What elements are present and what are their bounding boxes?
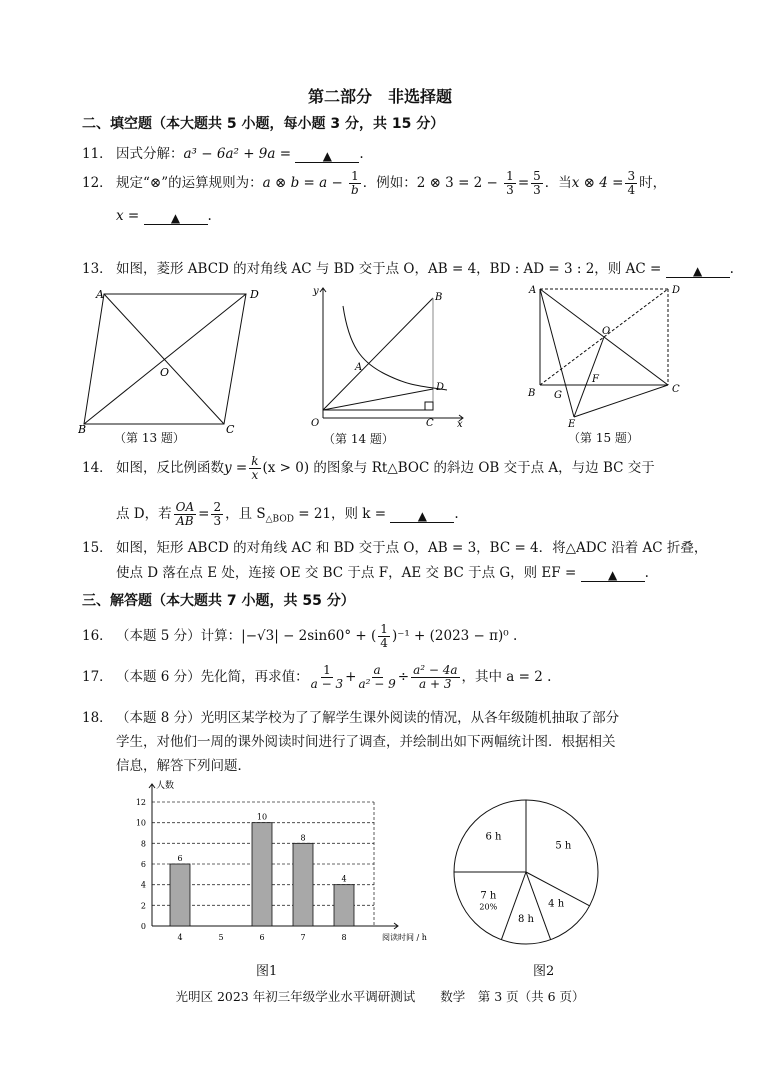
q16-expr-a: |−√3| − 2sin60° + (	[241, 628, 377, 644]
q14-frac-oa-ab: $\frac{OA}{AB}$	[175, 500, 195, 528]
q12-expr-a: a ⊗ b = a −	[262, 175, 343, 191]
q17-frac-2: $\frac{a}{\text{a² − 9}}$	[358, 663, 396, 691]
q17-text: （本题 6 分）先化简，再求值：	[116, 669, 309, 685]
page-title: 第二部分 非选择题	[307, 87, 452, 106]
q14-answer-blank[interactable]	[390, 508, 454, 523]
fig14-label-y: y	[313, 286, 319, 297]
q11-expr: a³ − 6a² + 9a =	[183, 146, 292, 162]
q15-end: .	[644, 565, 649, 581]
bar-label-6: 10	[256, 812, 268, 822]
bar-label-7: 8	[300, 833, 306, 843]
q12-end: .	[207, 208, 212, 224]
y-tick-8: 8	[140, 839, 146, 849]
fig15-label-g: G	[554, 390, 562, 401]
line-ec	[574, 385, 668, 417]
triangle-icon: ▲	[170, 211, 181, 225]
q14-frac-two-thirds: $\frac{2}{3}$	[213, 500, 222, 528]
diagonal-ac	[104, 294, 224, 424]
diagonal-bd	[84, 294, 246, 424]
q15	[82, 536, 707, 556]
bar-6	[252, 823, 272, 926]
pie-label-5h: 5 h	[555, 840, 572, 852]
q17-number: 17．	[82, 669, 113, 685]
x-tick-4: 4	[177, 933, 183, 942]
q17-frac-1: $\frac{1}{a - 3}$	[310, 663, 344, 691]
line-oe	[574, 337, 604, 417]
y-tick-4: 4	[140, 880, 146, 890]
q14-expr-a: y =	[224, 460, 248, 476]
q16-number: 16．	[82, 628, 113, 644]
y-axis-label: 人数	[156, 781, 175, 791]
x-tick-5: 5	[218, 933, 224, 942]
chart1-caption: 图1	[256, 964, 278, 979]
q15-line1: 如图，矩形 ABCD 的对角线 AC 和 BD 交于点 O，AB = 3，BC = 4．将△ADC 沿着 AC 折叠，	[116, 540, 708, 556]
fig14-label-x: x	[457, 419, 463, 428]
q14-end: .	[454, 506, 459, 522]
q17-plus: +	[345, 669, 357, 685]
pie-label-7h: 7 h	[480, 890, 497, 902]
x-axis-label: 阅读时间 / h	[382, 933, 427, 942]
q16-text: （本题 5 分）计算：	[116, 628, 242, 644]
q12-frac-d: $\frac{3}{4}$	[627, 169, 636, 197]
q18-line3: 信息，解答下列问题．	[116, 758, 251, 774]
fig15-label-b: B	[528, 388, 536, 399]
pie-label-6h: 6 h	[485, 831, 502, 843]
hyperbola-curve	[343, 306, 447, 390]
fig13-label-c: C	[226, 423, 235, 436]
q11-answer-blank[interactable]	[295, 148, 359, 163]
line-ob	[323, 298, 433, 410]
q17-tail: ，其中 a = 2 .	[461, 669, 552, 685]
q12-frac-b: $\frac{1}{3}$	[506, 169, 514, 197]
q13-text: 如图，菱形 ABCD 的对角线 AC 与 BD 交于点 O，AB = 4，BD : AD = 3 : 2，则 AC =	[116, 261, 662, 277]
q11	[82, 142, 364, 163]
bar-8	[334, 885, 354, 926]
fig15-label-d: D	[672, 285, 681, 296]
q14-text-b: (x > 0) 的图象与 Rt△BOC 的斜边 OB 交于点 A，与边 BC 交于	[262, 460, 655, 476]
q12-eq: =	[517, 175, 530, 191]
pie-annotation-7h: 20%	[479, 902, 498, 912]
q18-line1: （本题 8 分）光明区某学校为了了解学生课外阅读的情况，从各年级随机抽取了部分	[116, 710, 620, 726]
y-tick-2: 2	[140, 901, 146, 911]
q12-number: 12．	[82, 175, 113, 191]
pie-divider-2	[526, 872, 551, 940]
q16-expr-b: )⁻¹ + (2023 − π)⁰ .	[391, 628, 518, 644]
q16	[82, 623, 517, 650]
y-tick-12: 12	[135, 798, 146, 807]
fig15-label-f: F	[592, 374, 599, 385]
fig13-label-b: B	[78, 423, 87, 436]
fig14-label-d: D	[436, 382, 445, 393]
fig14-label-o: O	[311, 418, 320, 428]
section2-heading: 二、填空题（本大题共 5 小题，每小题 3 分，共 15 分）	[82, 116, 445, 132]
pie-chart	[446, 794, 610, 954]
q12-text-b: ．例如：	[362, 175, 417, 191]
q12-text-a: 规定“⊗”的运算规则为：	[116, 175, 263, 191]
q11-number: 11．	[82, 146, 113, 162]
fig14-label-a: A	[355, 362, 363, 373]
q18	[82, 706, 619, 726]
q14-line2	[116, 501, 459, 528]
figure-15	[524, 282, 689, 432]
q16-frac: $\frac{1}{4}$	[380, 622, 388, 650]
q11-text: 因式分解：	[116, 146, 184, 162]
bar-label-8: 4	[341, 874, 347, 884]
right-angle-mark	[425, 402, 433, 410]
x-tick-8: 8	[341, 933, 347, 942]
fig15-label-o: O	[602, 326, 611, 337]
q17-frac-3: $\frac{\text{a² − 4a}}{a + 3}$	[413, 663, 458, 691]
fig15-label-c: C	[672, 384, 680, 395]
q12-frac-a: $\frac{1}{b}$	[351, 169, 359, 197]
q13-answer-blank[interactable]	[666, 263, 730, 278]
pie-label-4h: 4 h	[548, 898, 565, 910]
q14-line2-a: 点 D，若	[116, 506, 172, 522]
q12-text-c: ．当	[544, 175, 572, 191]
bar-chart	[120, 778, 430, 946]
x-tick-6: 6	[259, 933, 265, 942]
q18-line2: 学生，对他们一周的课外阅读时间进行了调查，并绘制出如下两幅统计图．根据相关	[116, 734, 616, 750]
q14-frac-k: $\frac{k}{x}$	[251, 454, 259, 482]
q13-end: .	[729, 261, 734, 277]
pie-label-8h: 8 h	[518, 914, 534, 925]
y-tick-6: 6	[140, 860, 146, 869]
q15-line2-text: 使点 D 落在点 E 处，连接 OE 交 BC 于点 F，AE 交 BC 于点 G，则 EF =	[116, 565, 577, 581]
pie-divider-3	[501, 872, 526, 940]
q12-line2-expr: x =	[116, 208, 140, 224]
fig13-label-d: D	[250, 288, 259, 301]
y-tick-0: 0	[140, 922, 146, 931]
q15-answer-blank[interactable]	[581, 567, 645, 582]
q11-end: .	[359, 146, 364, 162]
bar-7	[293, 843, 313, 926]
y-tick-10: 10	[135, 818, 146, 828]
q14-line2-d: = 21，则 k =	[293, 506, 387, 522]
q14-line2-sub: △BOD	[265, 514, 294, 525]
fig13-label-a: A	[96, 288, 104, 301]
fig15-caption: （第 15 题）	[568, 431, 639, 445]
q18-number: 18．	[82, 710, 113, 726]
fig14-caption: （第 14 题）	[323, 432, 394, 446]
q17-div: ÷	[397, 669, 410, 685]
line-od	[323, 389, 433, 410]
fig15-label-e: E	[568, 419, 576, 430]
q17	[82, 664, 551, 691]
q12-frac-c: $\frac{5}{3}$	[533, 169, 541, 197]
q14-number: 14．	[82, 460, 113, 476]
triangle-icon: ▲	[322, 149, 332, 163]
q12-expr-c: x ⊗ 4 =	[571, 175, 624, 191]
x-tick-7: 7	[300, 933, 306, 942]
q12	[82, 170, 666, 197]
figure-14	[305, 284, 470, 428]
fig13-label-o: O	[160, 366, 170, 379]
q14-line2-c: ，且 S	[225, 506, 266, 522]
q12-answer-blank[interactable]	[144, 210, 208, 225]
fig14-label-c: C	[426, 418, 434, 428]
q12-expr-b: 2 ⊗ 3 = 2 −	[416, 175, 498, 191]
q15-line2	[116, 561, 649, 582]
triangle-icon: ▲	[692, 264, 703, 278]
q12-text-d: 时，	[639, 175, 667, 191]
section3-heading: 三、解答题（本大题共 7 小题，共 55 分）	[82, 593, 355, 609]
fig14-label-b: B	[435, 292, 443, 303]
chart2-caption: 图2	[533, 964, 555, 979]
fig15-label-a: A	[529, 285, 537, 296]
q12-line2	[116, 208, 212, 225]
triangle-icon: ▲	[607, 568, 618, 582]
q13	[82, 257, 734, 278]
q13-number: 13．	[82, 261, 113, 277]
q15-number: 15．	[82, 540, 113, 556]
bar-label-4: 6	[177, 854, 183, 863]
q14-line2-b: =	[198, 506, 210, 522]
fig13-caption: （第 13 题）	[114, 431, 185, 445]
triangle-icon: ▲	[417, 509, 427, 523]
q14-text-a: 如图，反比例函数	[116, 460, 224, 476]
figure-13	[78, 286, 268, 436]
page-footer: 光明区 2023 年初三年级学业水平调研测试 数学 第 3 页（共 6 页）	[175, 989, 585, 1004]
bar-4	[170, 864, 190, 926]
q14	[82, 455, 655, 482]
